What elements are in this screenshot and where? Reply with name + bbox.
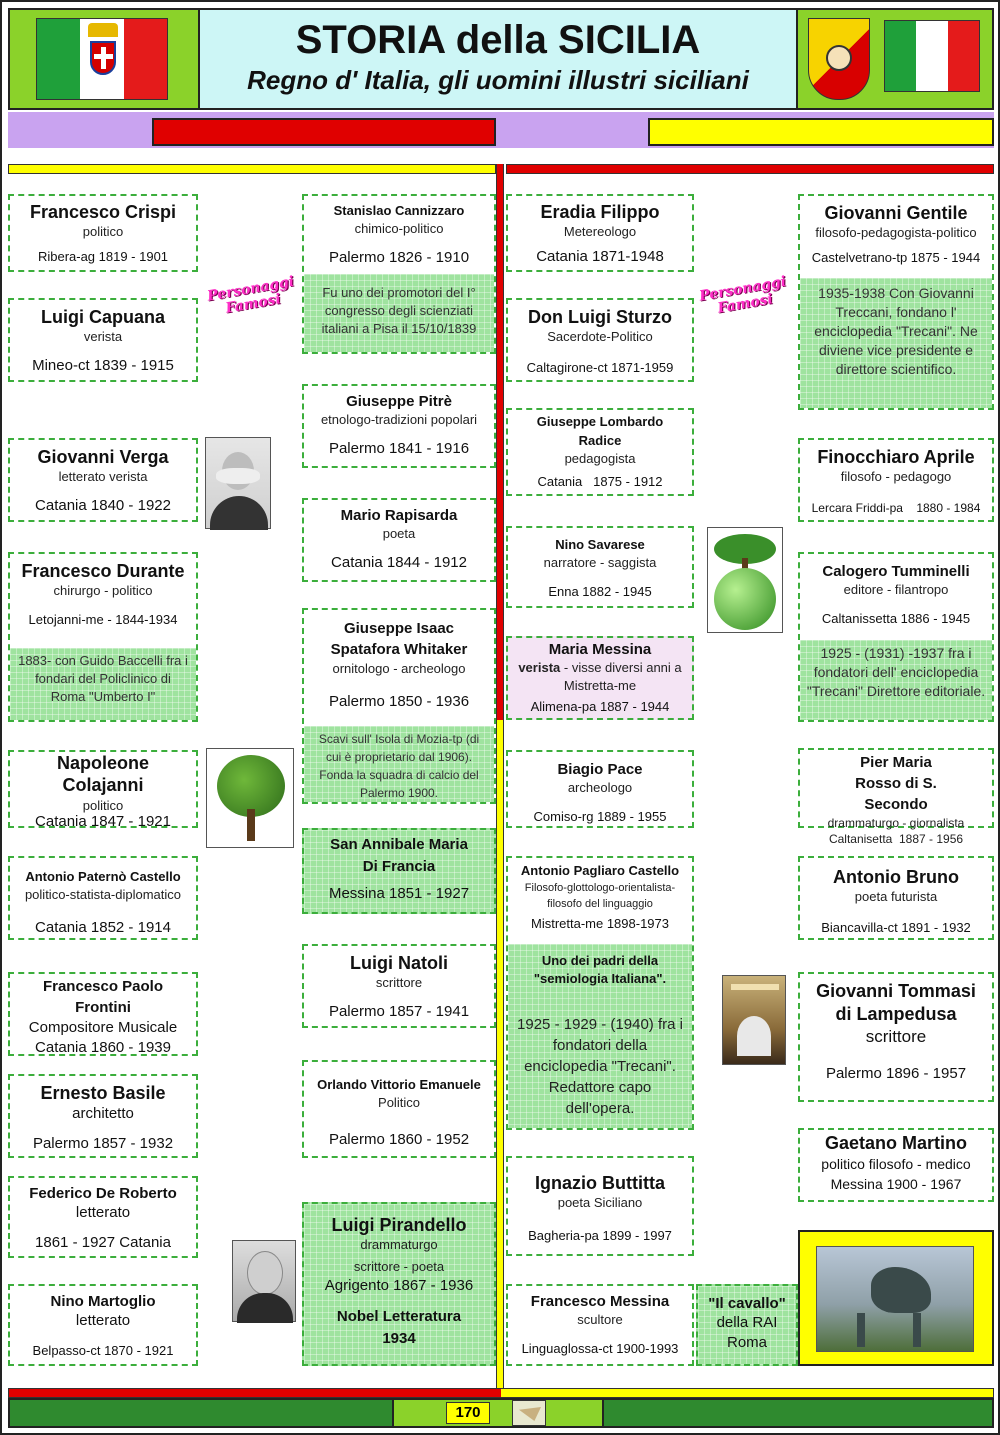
- cavallo-line2: della RAI: [716, 1314, 778, 1331]
- person-dates: Enna 1882 - 1945: [548, 584, 652, 599]
- person-name: Ignazio Buttitta: [535, 1173, 665, 1193]
- person-card: [798, 194, 994, 410]
- person-card: [506, 1156, 694, 1256]
- tree-picture: [206, 748, 294, 848]
- person-card: [302, 498, 496, 582]
- person-role: architetto: [72, 1105, 134, 1122]
- person-dates: Belpasso-ct 1870 - 1921: [32, 1343, 174, 1358]
- page-subtitle: Regno d' Italia, gli uomini illustri siciliani: [247, 65, 749, 95]
- person-dates: Catania 1852 - 1914: [35, 919, 171, 936]
- person-card: [798, 856, 994, 940]
- person-role: scrittore: [375, 975, 423, 990]
- center-line-yellow: [496, 720, 504, 1388]
- person-note-treccani: 1925 - 1929 - (1940) fra i fondatori della enciclopedia "Trecani". Redattore capo dell'opera.: [508, 1004, 692, 1128]
- person-name: Biagio Pace: [557, 761, 643, 778]
- sicily-map-icon[interactable]: [512, 1400, 546, 1426]
- person-dates: Biancavilla-ct 1891 - 1932: [821, 920, 971, 935]
- person-note: 1925 - (1931) -1937 fra i fondatori dell' enciclopedia "Trecani" Direttore editoriale.: [800, 640, 992, 720]
- person-role: Filosofo-glottologo-orientalista-filosofo del linguaggio: [524, 882, 676, 910]
- verga-portrait: [205, 437, 271, 529]
- person-name: Gaetano Martino: [824, 1133, 967, 1153]
- person-dates: Palermo 1850 - 1936: [328, 693, 470, 710]
- trinacria-icon: [826, 45, 852, 71]
- person-card: [8, 298, 198, 382]
- person-card: [798, 552, 994, 722]
- person-dates: Palermo 1826 - 1910: [328, 249, 470, 266]
- person-dates: Palermo 1857 - 1932: [32, 1135, 174, 1152]
- person-role: letterato verista: [58, 469, 148, 484]
- person-dates: Caltagirone-ct 1871-1959: [526, 360, 674, 375]
- pirandello-portrait: [232, 1240, 296, 1322]
- person-dates: Catania 1847 - 1921: [35, 813, 171, 830]
- person-card: [506, 526, 694, 608]
- person-role: etnologo-tradizioni popolari: [320, 412, 478, 427]
- person-card: [8, 194, 198, 272]
- person-card: [8, 856, 198, 940]
- person-award: Nobel Letteratura 1934: [336, 1308, 462, 1347]
- person-name: Finocchiaro Aprile: [817, 447, 975, 467]
- right-rail-top: [506, 164, 994, 174]
- person-card: [8, 552, 198, 722]
- title-box: [198, 10, 798, 108]
- person-name: Don Luigi Sturzo: [528, 307, 672, 327]
- person-name: Giovanni Gentile: [824, 203, 968, 223]
- footer-lime-block: [392, 1398, 604, 1428]
- person-name: Francesco Crispi: [29, 202, 177, 222]
- person-role: politico: [82, 224, 124, 239]
- person-card: [798, 748, 994, 846]
- person-card: [506, 636, 694, 720]
- person-dates: Comiso-rg 1889 - 1955: [533, 809, 667, 824]
- person-name: Antonio Paternò Castello: [25, 869, 181, 884]
- person-role: - visse diversi anni a Mistretta-me: [563, 660, 682, 693]
- person-role: scrittore: [865, 1027, 927, 1046]
- person-dates: Catania 1840 - 1922: [35, 497, 171, 514]
- person-card: [302, 384, 496, 468]
- person-card: [506, 856, 694, 1130]
- earth-globe-icon: [714, 568, 776, 630]
- cavallo-title: "Il cavallo": [708, 1295, 786, 1312]
- person-name: Francesco Durante: [21, 561, 185, 581]
- person-card: [302, 1060, 496, 1158]
- person-role: editore - filantropo: [843, 582, 949, 597]
- trinacria-emblem: [808, 18, 870, 100]
- person-card: [506, 298, 694, 382]
- person-note: Fu uno dei promotori del I° congresso degli scienziati italiani a Pisa il 15/10/1839: [304, 274, 494, 352]
- person-role: chirurgo - politico: [53, 583, 153, 598]
- person-card: [302, 944, 496, 1028]
- person-note: 1883- con Guido Baccelli fra i fondari del Policlinico di Roma "Umberto I": [10, 648, 196, 720]
- person-name: Calogero Tumminelli: [822, 563, 970, 580]
- earth-tree-picture: [707, 527, 783, 633]
- person-card: [506, 1284, 694, 1366]
- person-role: Politico: [378, 1095, 420, 1110]
- page-number: 170: [446, 1402, 490, 1424]
- person-name: Nino Savarese: [555, 537, 645, 552]
- page-title: STORIA della SICILIA: [295, 18, 701, 62]
- person-dates: Catania 1871-1948: [536, 248, 664, 265]
- person-card: [8, 1074, 198, 1158]
- person-role: drammaturgo: [360, 1237, 438, 1252]
- person-note: 1935-1938 Con Giovanni Treccani, fondano l' enciclopedia "Trecani". Ne diviene vice presidente e direttore scientifico.: [800, 278, 992, 408]
- person-dates: Catania 1860 - 1939: [35, 1039, 171, 1056]
- person-role: archeologo: [567, 780, 633, 795]
- person-dates: Messina 1900 - 1967: [830, 1176, 962, 1192]
- person-role-line: [514, 659, 686, 695]
- person-role: chimico-politico: [354, 221, 444, 236]
- person-name: Luigi Pirandello: [331, 1215, 467, 1235]
- person-card: [302, 828, 496, 914]
- gattopardo-book-cover: [722, 975, 786, 1065]
- person-name: Nino Martoglio: [50, 1293, 156, 1310]
- cavallo-rai-photo: [798, 1230, 994, 1366]
- person-dates: Ribera-ag 1819 - 1901: [37, 249, 169, 264]
- person-card: [302, 608, 496, 804]
- person-name: Giovanni Tommasi di Lampedusa: [816, 981, 976, 1024]
- person-name: Mario Rapisarda: [340, 507, 458, 524]
- yellow-band: [648, 118, 994, 146]
- person-name: Giuseppe Pitrè: [346, 393, 452, 410]
- person-role: verista: [83, 329, 123, 344]
- person-dates: Palermo 1841 - 1916: [328, 440, 470, 457]
- person-role: poeta futurista: [854, 889, 938, 904]
- person-role-2: scrittore - poeta: [353, 1259, 445, 1274]
- person-name: Giuseppe Lombardo Radice: [536, 414, 664, 448]
- person-name: San Annibale Maria Di Francia: [330, 836, 468, 875]
- center-line-red: [496, 164, 504, 720]
- savoy-flag: [36, 18, 168, 100]
- tree-icon: [217, 755, 285, 817]
- italy-flag: [884, 20, 980, 92]
- person-dates: Mineo-ct 1839 - 1915: [32, 357, 174, 374]
- person-name: Luigi Natoli: [350, 953, 448, 973]
- person-role: scultore: [577, 1312, 623, 1327]
- person-card: [302, 194, 496, 354]
- person-card: [8, 972, 198, 1056]
- cavallo-line3: Roma: [726, 1334, 767, 1351]
- person-name: Giovanni Verga: [37, 447, 169, 467]
- person-card: [506, 194, 694, 272]
- person-role: Sacerdote-Politico: [547, 329, 653, 344]
- person-role: Metereologo: [563, 224, 637, 239]
- person-dates: Castelvetrano-tp 1875 - 1944: [811, 250, 981, 265]
- person-card: [8, 750, 198, 828]
- person-dates: 1861 - 1927 Catania: [35, 1234, 171, 1251]
- person-name: Eradia Filippo: [540, 202, 660, 222]
- person-name: Antonio Pagliaro Castello: [520, 863, 680, 878]
- person-role: filosofo-pedagogista-politico: [815, 225, 977, 240]
- person-dates: Caltanisetta 1887 - 1956: [828, 832, 964, 846]
- savoy-crown-icon: [88, 23, 118, 37]
- person-role: politico-statista-diplomatico: [24, 887, 182, 902]
- personaggi-famosi-badge: Personaggi Famosi: [205, 273, 296, 317]
- person-note-semiologia: Uno dei padri della "semiologia Italiana".: [508, 944, 692, 1016]
- person-card: [506, 408, 694, 496]
- person-role: letterato: [75, 1204, 131, 1221]
- person-role: narratore - saggista: [543, 555, 657, 570]
- cavallo-rai-card: [696, 1284, 798, 1366]
- person-card: [798, 438, 994, 522]
- person-name: Luigi Capuana: [40, 307, 165, 327]
- person-name: Antonio Bruno: [833, 867, 959, 887]
- person-dates: Palermo 1857 - 1941: [328, 1003, 470, 1020]
- person-name: Giuseppe Isaac Spatafora Whitaker: [330, 620, 468, 658]
- person-role-bold: verista: [518, 660, 561, 675]
- person-role: poeta: [382, 526, 416, 541]
- person-dates: Alimena-pa 1887 - 1944: [530, 699, 670, 714]
- person-name: Napoleone Colajanni: [56, 753, 149, 795]
- person-role: ornitologo - archeologo: [332, 661, 466, 676]
- person-card: [798, 972, 994, 1102]
- person-card: [798, 1128, 994, 1202]
- person-role: letterato: [75, 1312, 131, 1329]
- person-dates: Palermo 1896 - 1957: [825, 1065, 967, 1082]
- footer-rail: [8, 1388, 994, 1398]
- savoy-shield-icon: [90, 41, 116, 75]
- person-name: Francesco Paolo Frontini: [42, 978, 164, 1016]
- person-role: pedagogista: [564, 451, 636, 466]
- left-rail-top: [8, 164, 496, 174]
- person-dates: Messina 1851 - 1927: [328, 885, 470, 902]
- person-role: politico filosofo - medico: [821, 1156, 971, 1172]
- person-role: Compositore Musicale: [28, 1019, 178, 1036]
- person-dates: Catania 1844 - 1912: [331, 554, 467, 571]
- person-dates: Catania 1875 - 1912: [537, 474, 663, 489]
- person-name: Orlando Vittorio Emanuele: [317, 1077, 481, 1092]
- person-role: drammaturgo - giornalista: [827, 816, 965, 830]
- person-card: [8, 1176, 198, 1258]
- person-card: [8, 438, 198, 522]
- person-card: [8, 1284, 198, 1366]
- person-name: Francesco Messina: [530, 1293, 670, 1310]
- person-role: poeta Siciliano: [557, 1195, 643, 1210]
- person-dates: Lercara Friddi-pa 1880 - 1984: [811, 501, 981, 515]
- person-name: Ernesto Basile: [40, 1083, 166, 1103]
- person-role: filosofo - pedagogo: [840, 469, 952, 484]
- person-dates: Letojanni-me - 1844-1934: [28, 612, 178, 627]
- person-dates: Bagheria-pa 1899 - 1997: [528, 1228, 672, 1243]
- person-name: Federico De Roberto: [29, 1185, 177, 1202]
- person-name: Pier Maria Rosso di S. Secondo: [855, 754, 937, 813]
- person-dates: Caltanissetta 1886 - 1945: [821, 611, 971, 626]
- person-role: politico: [82, 798, 124, 813]
- person-name: Maria Messina: [548, 641, 652, 658]
- red-band: [152, 118, 496, 146]
- personaggi-famosi-badge: Personaggi Famosi: [697, 273, 788, 317]
- person-dates: Mistretta-me 1898-1973: [530, 916, 669, 931]
- person-dates: Palermo 1860 - 1952: [328, 1131, 470, 1148]
- person-card: [302, 1202, 496, 1366]
- person-note: Scavi sull' Isola di Mozia-tp (di cui è proprietario dal 1906). Fonda la squadra di calcio del Palermo 1900.: [304, 726, 494, 802]
- person-name: Stanislao Cannizzaro: [333, 203, 465, 218]
- person-dates: Agrigento 1867 - 1936: [324, 1277, 474, 1294]
- person-card: [506, 750, 694, 828]
- person-dates: Linguaglossa-ct 1900-1993: [521, 1341, 679, 1356]
